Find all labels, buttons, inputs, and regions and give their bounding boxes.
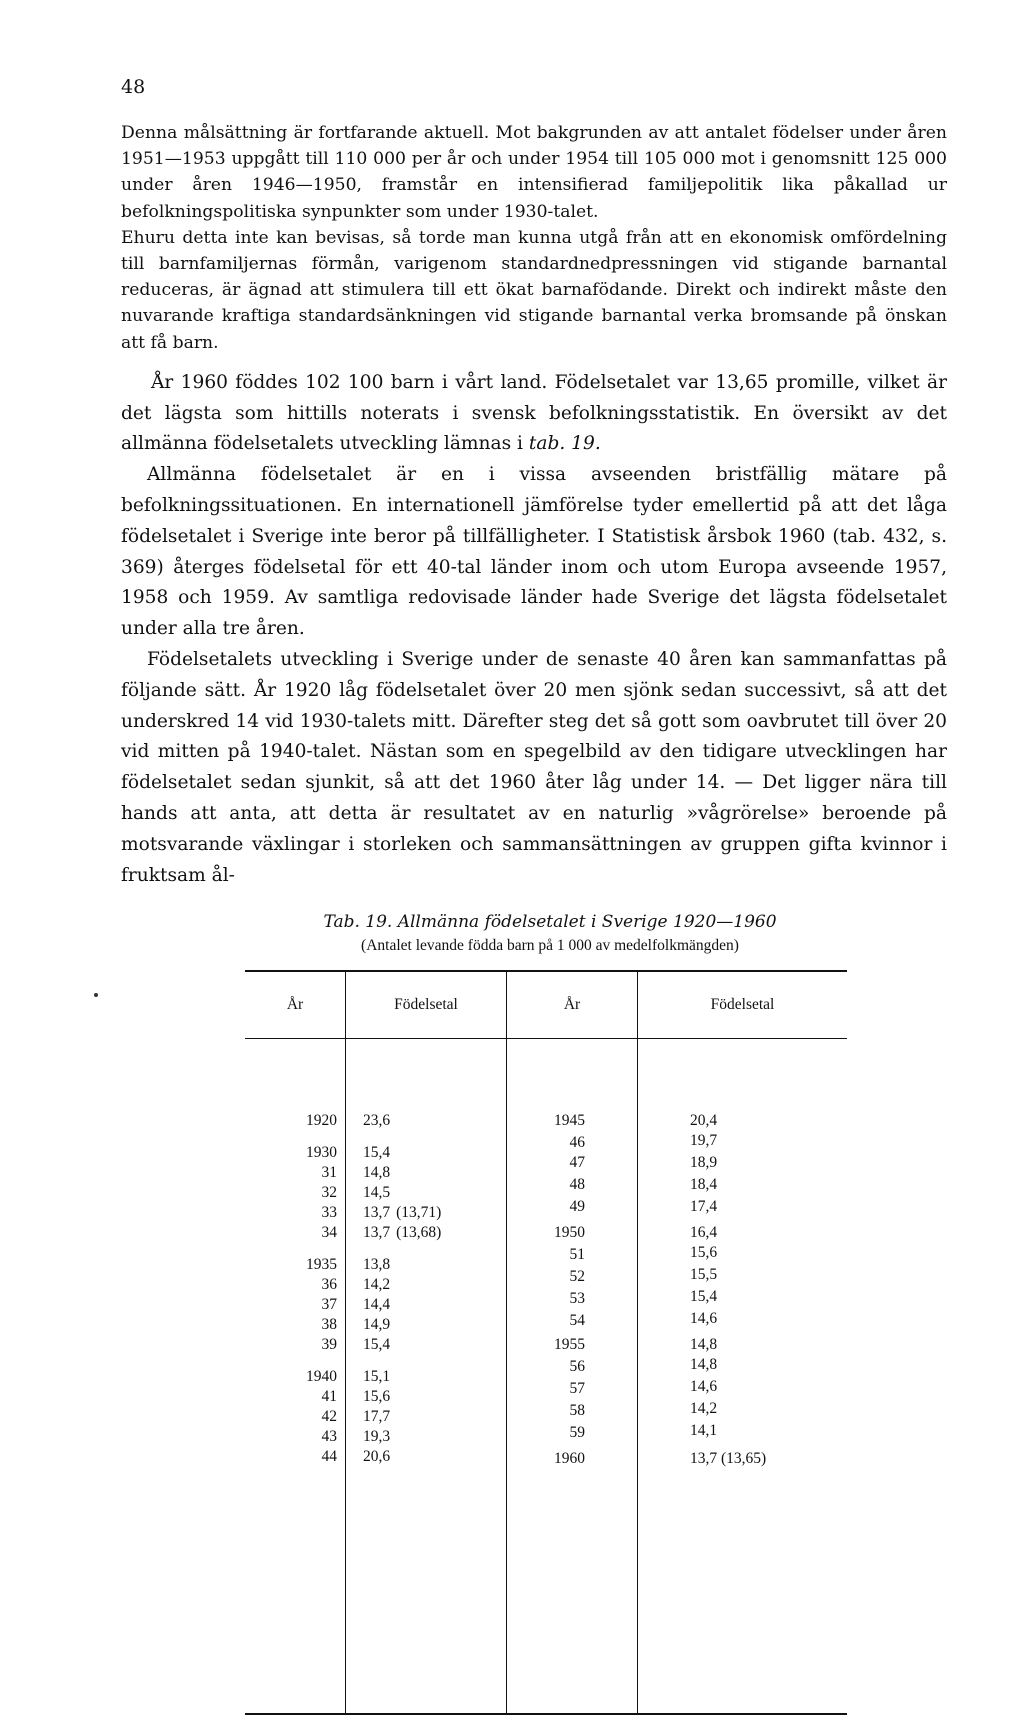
year-cell: 31 [321, 1164, 337, 1181]
year-cell: 1950 [554, 1224, 585, 1241]
rate-cell: 13,7 (13,71) [363, 1204, 442, 1221]
paragraph-3: Allmänna födelsetalet är en i vissa avseenden bristfällig mätare på befolkningssituationen. En internationell jämförelse tyder emellertid på att det låga födelsetalet i Sverige inte beror på tillfälligheter. I Statistisk årsbok 1960 (tab. 432, s. 369) återges födelsetal för ett 40-tal länder inom och utom Europa avseende 1957, 1958 och 1959. Av samtliga redovisade länder hade Sverige det lägsta födelsetalet under alla tre åren. [121, 464, 947, 640]
year-cell: 44 [321, 1448, 337, 1465]
header-year-2: År [507, 971, 638, 1039]
rate-cell: 15,5 [690, 1266, 718, 1283]
header-rate-2: Födelsetal [638, 971, 848, 1039]
year-cell: 43 [321, 1428, 337, 1445]
rate-cell: 14,8 [363, 1164, 391, 1181]
paragraph-2 [121, 368, 947, 460]
rate-cell: 15,1 [363, 1368, 391, 1385]
rate-cell: 16,4 [690, 1224, 718, 1241]
year-cell: 48 [569, 1176, 585, 1193]
year-cell: 1935 [306, 1256, 337, 1273]
rate-cell: 19,3 [363, 1428, 391, 1445]
header-rate-1: Födelsetal [346, 971, 507, 1039]
year-cell: 56 [569, 1358, 585, 1375]
rate-cell: 14,6 [690, 1310, 718, 1327]
rate-cell: 15,6 [690, 1244, 718, 1261]
rate-cell: 20,4 [690, 1112, 718, 1129]
year-cell: 34 [321, 1224, 337, 1241]
rate-cell: 15,4 [690, 1288, 718, 1305]
rate-note: (13,68) [396, 1224, 442, 1241]
body-text [121, 120, 947, 891]
year-cell: 1955 [554, 1336, 585, 1353]
year-cell: 57 [569, 1380, 585, 1397]
year-cell: 1930 [306, 1144, 337, 1161]
rate-cell: 14,4 [363, 1296, 391, 1313]
rate-cell: 13,8 [363, 1256, 391, 1273]
table-reference: tab. 19. [528, 433, 601, 455]
year-cell: 54 [569, 1312, 585, 1329]
rate-cell: 18,4 [690, 1176, 718, 1193]
rate-cell: 15,6 [363, 1388, 391, 1405]
year-cell: 42 [321, 1408, 337, 1425]
paragraph-1: Denna målsättning är fortfarande aktuell. Mot bakgrunden av att antalet födelser under åren 1951—1953 uppgått till 110 000 per år och under 1954 till 105 000 mot i genomsnitt 125 000 under åren 1946—1950, framstår en intensifierad familjepolitik lika påkallad ur befolkningspolitiska synpunkter som under 1930-talet. [121, 123, 947, 222]
year-cell: 46 [569, 1134, 585, 1151]
rate-cell: 14,6 [690, 1378, 718, 1395]
margin-dot [94, 993, 98, 997]
rate-cell: 13,7 (13,65) [690, 1450, 767, 1467]
year-cell: 1960 [554, 1450, 585, 1467]
col-left-years [245, 1039, 346, 1715]
rate-note: (13,71) [396, 1204, 442, 1221]
rate-cell: 14,5 [363, 1184, 391, 1201]
rate-cell: 17,4 [690, 1198, 718, 1215]
year-cell: 58 [569, 1402, 585, 1419]
birth-rate-table [245, 970, 847, 1715]
rate-cell: 14,2 [690, 1400, 718, 1417]
rate-cell: 14,8 [690, 1336, 718, 1353]
rate-cell: 23,6 [363, 1112, 391, 1129]
col-right-rates [638, 1039, 848, 1715]
rate-cell: 14,9 [363, 1316, 391, 1333]
year-cell: 52 [569, 1268, 585, 1285]
col-right-years [507, 1039, 638, 1715]
table-header-row [245, 971, 847, 1039]
year-cell: 32 [321, 1184, 337, 1201]
header-year-1: År [245, 971, 346, 1039]
year-cell: 39 [321, 1336, 337, 1353]
col-left-rates [346, 1039, 507, 1715]
rate-cell: 15,4 [363, 1144, 391, 1161]
year-cell: 36 [321, 1276, 337, 1293]
rate-cell: 13,7 (13,68) [363, 1224, 442, 1241]
year-cell: 37 [321, 1296, 337, 1313]
year-cell: 33 [321, 1204, 337, 1221]
year-cell: 49 [569, 1198, 585, 1215]
table-subtitle: (Antalet levande födda barn på 1 000 av medelfolkmängden) [361, 937, 739, 954]
year-cell: 47 [569, 1154, 585, 1171]
year-cell: 1940 [306, 1368, 337, 1385]
year-cell: 51 [569, 1246, 585, 1263]
rate-cell: 18,9 [690, 1154, 718, 1171]
page-number: 48 [121, 76, 146, 98]
rate-cell: 15,4 [363, 1336, 391, 1353]
table-title: Tab. 19. Allmänna födelsetalet i Sverige 1920—1960 [323, 912, 777, 932]
paragraph-1b: Ehuru detta inte kan bevisas, så torde man kunna utgå från att en ekonomisk omfördelning till barnfamiljernas förmån, varigenom standardnedpressningen vid stigande barnantal reduceras, är ägnad att stimulera till ett ökat barnafödande. Direkt och indirekt måste den nuvarande kraftiga standardsänkningen vid stigande barnantal verka bromsande på önskan att få barn. [121, 227, 947, 353]
rate-cell: 14,1 [690, 1422, 718, 1439]
paragraph-2-text: År 1960 föddes 102 100 barn i vårt land. Födelsetalet var 13,65 promille, vilket är det lägsta som hittills noterats i svensk befolkningsstatistik. En översikt av det allmänna födelsetalets utveckling lämnas i [121, 371, 947, 455]
rate-cell: 19,7 [690, 1132, 718, 1149]
table-caption [240, 910, 860, 958]
year-cell: 1920 [306, 1112, 337, 1129]
year-cell: 1945 [554, 1112, 585, 1129]
year-cell: 41 [321, 1388, 337, 1405]
year-cell: 53 [569, 1290, 585, 1307]
table-body-row [245, 1039, 847, 1715]
year-cell: 59 [569, 1424, 585, 1441]
rate-cell: 17,7 [363, 1408, 391, 1425]
rate-cell: 14,2 [363, 1276, 391, 1293]
rate-cell: 14,8 [690, 1356, 718, 1373]
paragraph-4: Födelsetalets utveckling i Sverige under de senaste 40 åren kan sammanfattas på följande sätt. År 1920 låg födelsetalet över 20 men sjönk sedan successivt, så att det underskred 14 vid 1930-talets mitt. Därefter steg det så gott som oavbrutet till över 20 vid mitten på 1940-talet. Nästan som en spegelbild av den tidigare utvecklingen har födelsetalet sedan sjunkit, så att det 1960 åter låg under 14. — Det ligger nära till hands att anta, att detta är resultatet av en naturlig »vågrörelse» beroende på motsvarande växlingar i storleken och sammansättningen av gruppen gifta kvinnor i fruktsam ål- [121, 649, 947, 886]
rate-cell: 20,6 [363, 1448, 391, 1465]
year-cell: 38 [321, 1316, 337, 1333]
